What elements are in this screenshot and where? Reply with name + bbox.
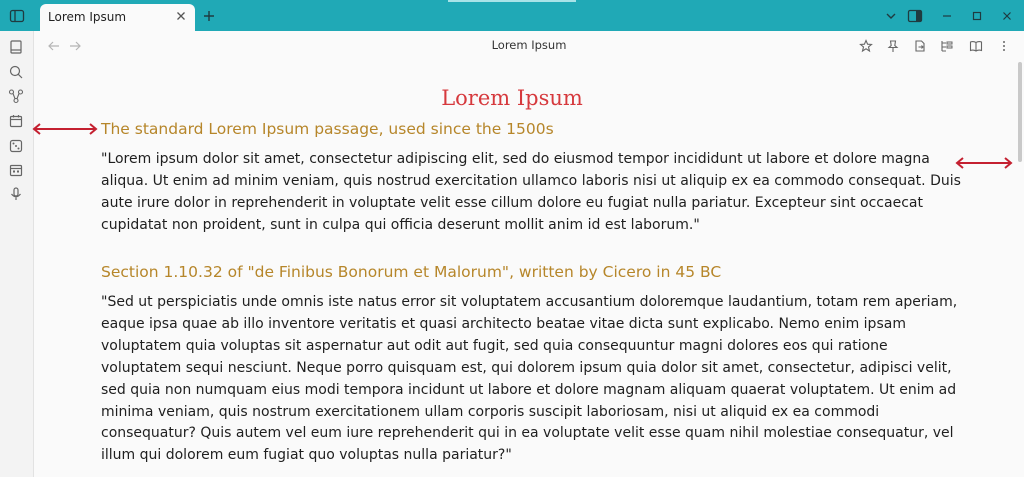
title-bar	[0, 0, 1024, 31]
paragraph-sed-ut-perspiciatis: "Sed ut perspiciatis unde omnis iste natus error sit voluptatem accusantium doloremque laudantium, totam rem aperiam, eaque ipsa quae ab illo inventore veritatis et quasi architecto beatae vitae dicta sunt explicabo. Nemo enim ipsam voluptatem quia voluptas sit aspernatur aut odit aut fugit, sed quia consequuntur magni dolores eos qui ratione voluptatem sequi nesciunt. Neque porro quisquam est, qui dolorem ipsum quia dolor sit amet, consectetur, adipisci velit, sed quia non numquam eius modi tempora incidunt ut labore et dolore magnam aliquam quaerat voluptatem. Ut enim ad minima veniam, quis nostrum exercitationem ullam corporis suscipit laboriosam, nisi ut aliquid ex ea commodi consequatur? Quis autem vel eum iure reprehenderit qui in ea voluptate velit esse quam nihil molestiae consequatur, vel illum qui dolorem eum fugiat quo voluptas nulla pariatur?"	[101, 294, 958, 464]
tab-label: Lorem Ipsum	[48, 10, 127, 24]
heading-section-1-10-32: Section 1.10.32 of "de Finibus Bonorum et Malorum", written by Cicero in 45 BC	[101, 263, 722, 281]
pin-icon[interactable]	[886, 38, 900, 52]
calendar-icon[interactable]	[8, 113, 24, 129]
layout-icon[interactable]	[907, 8, 923, 24]
view-title: Lorem Ipsum	[491, 38, 567, 52]
close-icon[interactable]	[173, 8, 189, 24]
window-close-icon[interactable]	[999, 8, 1015, 24]
view-header	[34, 31, 1024, 61]
microphone-icon[interactable]	[8, 186, 24, 202]
title-bar-accent-line	[448, 0, 576, 2]
tab-lorem-ipsum[interactable]	[40, 4, 195, 31]
more-vertical-icon[interactable]	[997, 38, 1011, 52]
heading-standard-passage: The standard Lorem Ipsum passage, used since the 1500s	[101, 120, 554, 138]
star-icon[interactable]	[859, 38, 873, 52]
dice-icon[interactable]	[8, 138, 24, 154]
chevron-down-icon[interactable]	[883, 8, 899, 24]
file-export-icon[interactable]	[913, 38, 927, 52]
paragraph-lorem-ipsum: "Lorem ipsum dolor sit amet, consectetur adipiscing elit, sed do eiusmod tempor incididunt ut labore et dolore magna aliqua. Ut enim ad minim veniam, quis nostrud exercitation ullamco laboris nisi ut aliquip ex ea commodo consequat. Duis aute irure dolor in reprehenderit in voluptate velit esse cillum dolore eu fugiat nulla pariatur. Excepteur sint occaecat cupidatat non proident, sunt in culpa qui officia deserunt mollit anim id est laborum."	[101, 151, 961, 233]
annotation-arrow-right	[955, 154, 1013, 166]
sidebar-toggle-icon[interactable]	[9, 8, 25, 24]
search-icon[interactable]	[8, 64, 24, 80]
outline-icon[interactable]	[940, 38, 954, 52]
annotation-arrow-left	[32, 120, 98, 132]
plus-icon[interactable]	[201, 8, 217, 24]
document-heading-1: Lorem Ipsum	[441, 86, 583, 110]
book-open-icon[interactable]	[969, 38, 983, 52]
minimize-icon[interactable]	[939, 8, 955, 24]
book-icon[interactable]	[8, 39, 24, 55]
scrollbar[interactable]	[1018, 62, 1022, 162]
calendar-grid-icon[interactable]	[8, 162, 24, 178]
maximize-icon[interactable]	[969, 8, 985, 24]
